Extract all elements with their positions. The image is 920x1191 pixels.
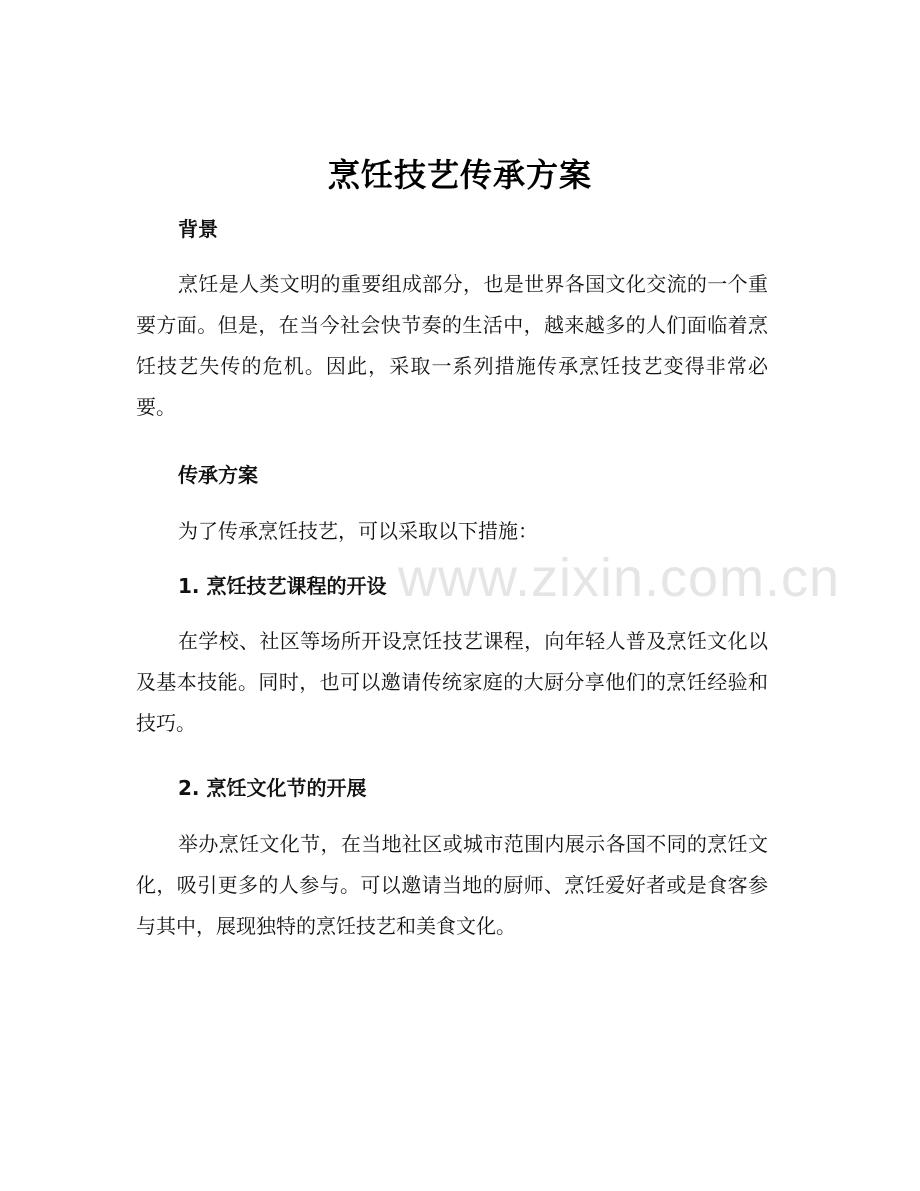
- watermark: www.zixin.com.cn: [398, 548, 841, 608]
- courses-paragraph: 在学校、社区等场所开设烹饪技艺课程，向年轻人普及烹饪文化以及基本技能。同时，也可以邀请传统家庭的大厨分享他们的烹饪经验和技巧。: [136, 629, 768, 735]
- document-title: 烹饪技艺传承方案: [327, 156, 592, 194]
- section-heading-festival: 2. 烹饪文化节的开展: [178, 776, 367, 800]
- background-paragraph: 烹饪是人类文明的重要组成部分，也是世界各国文化交流的一个重要方面。但是，在当今社会快节奏的生活中，越来越多的人们面临着烹饪技艺失传的危机。因此，采取一系列措施传承烹饪技艺变得非常必要。: [136, 272, 768, 419]
- section-heading-inheritance-plan: 传承方案: [178, 463, 258, 487]
- festival-paragraph: 举办烹饪文化节，在当地社区或城市范围内展示各国不同的烹饪文化，吸引更多的人参与。可以邀请当地的厨师、烹饪爱好者或是食客参与其中，展现独特的烹饪技艺和美食文化。: [136, 832, 768, 938]
- measures-intro: 为了传承烹饪技艺，可以采取以下措施：: [178, 519, 538, 543]
- section-heading-background: 背景: [178, 217, 218, 241]
- section-heading-courses: 1. 烹饪技艺课程的开设: [178, 574, 387, 598]
